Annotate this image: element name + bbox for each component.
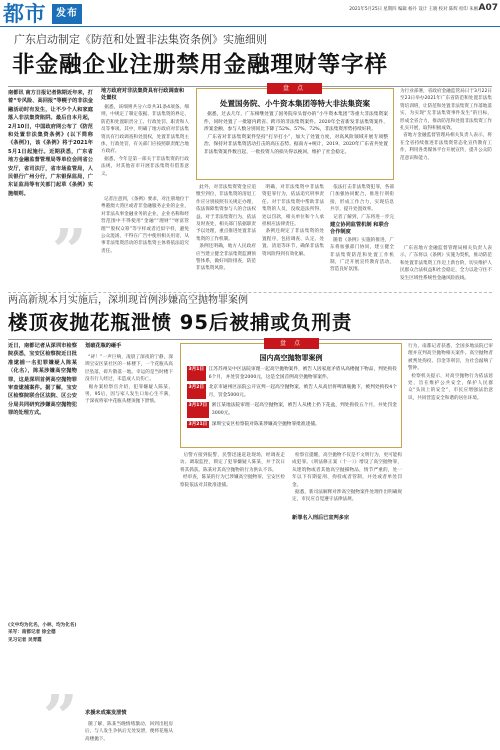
story1-lede: 南都讯 南方日报记者陈期近年来，打着“专风险、高回报”等幌子的非法金融活动时有发生，让不少个人和家庭落入非法集资陷阱。最后自本月起，2月10日，中国政府网公布了《防范和处置非法集资条例》(以下简称《条例》)，该《条例》将于2021年5月1日起施行。近期获悉，广东省地方金融监督管理局等单位会同省公安厅，省司法厅，省市场监管局，人民银行广州分行，广东银保监局，广东证监局等有关部门起草《条例》实施细则。 bbox=[8, 90, 93, 197]
case-date: 3月21日 bbox=[188, 421, 208, 427]
story2-box bbox=[180, 340, 402, 448]
story1-col2-subtitle: 地方政府对非法集资具有行政调查和处置权 bbox=[101, 88, 185, 102]
story1-bottom-col2: 明确，对非法集资中非法集资犯罪行为，依法追究刑事责任。对于非法集资中帮助非法集资的人员，没收违法所得，处以罚款，相关单位和个人承担相应法律责任。 条例还规定了非法集资的处置程序，包括调查、认定、处置、清退等环节，确保非法集资风险得到有效化解。 bbox=[262, 185, 324, 257]
header-rule bbox=[0, 26, 500, 27]
story1-bottom-col1: 此外，对非法集资资金应追缴至到位，非法集资的清退工作应分别按照有关规定办理，依法保障集资参与人的合法权益。对于非法集资行为，依法及时查处，相关部门依据职责予以处理，重点推进处置非法集资的工作机制。 条例还明确，地方人民政府应当建立健全非法集资监测预警体系，做好风险排查，防范非法集资风险。 bbox=[196, 185, 256, 272]
story2-col4-text-top: 检察官提醒，高空抛物不仅是不文明行为，更可能构成犯罪。《刑法修正案（十一）》增设了高空抛物罪，从建筑物或者其他高空抛掷物品，情节严重的，处一年以下有期徒刑、拘役或者管制，并处或者单处罚金。 据悉，新司法解释对涉高空抛物案件处理作出明确规定，市民应自觉遵守法律法规。 bbox=[292, 453, 402, 503]
section-name: 都市 bbox=[3, 2, 46, 26]
story1-col2-text: 据悉，该细则共分六章共31条4项条。细则，中规定了制定依据、非法集资的界定、防范和处置职责分工、行政处罚、职责和人员等事项。其中，明确了地方政府对非法集资具有行政调查和处置权，处置非法集资主体，行政处罚，有关部门应按照职责配合地方政府。 据悉，今年是第一部关于非法集资的行政法规，对其他省市开展非法集资有借鉴意义。 bbox=[101, 105, 189, 177]
story1-kicker: 广东启动制定《防范和处置非法集资条例》实施细则 bbox=[14, 33, 267, 46]
story2-col2-tail-text: 随了解，陈某当晚情绪激动，回到出租房后，与人发生争执后无处发泄，便将花瓶从高楼抛下。 bbox=[85, 722, 173, 742]
case-item bbox=[187, 421, 397, 429]
case-item bbox=[187, 366, 397, 381]
story1-box bbox=[196, 85, 394, 180]
case-item bbox=[187, 384, 397, 399]
story2-col3-text: 后警方接到报警，民警迅速赶赴现场，经调查走访、调取监控，锁定了犯罪嫌疑人陈某，并于次日将其抓获。陈某对其高空抛物的行为供认不讳。 经审查，陈某的行为已涉嫌高空抛物罪，宝安区检察院依法对其批准逮捕。 bbox=[180, 453, 285, 488]
case-text: 江苏苏州吴中区法院审理一起高空抛物案件，被告人因家庭矛盾从高楼抛下物品，判处拘役6个月，并处罚金2000元，这是全国首例高空抛物罪案件。 bbox=[208, 367, 397, 380]
story1-bottom-col3-text2: 随着《条例》实施的推进，广东将加强部门协同，建立健全非法集资防范和处置工作机制，广泛开展宣传教育活动，营造良好氛围。 bbox=[330, 237, 394, 273]
story1-box-text: 据悉，过去几年，广东相继处置了国务院牵头督办的“小牛资本集团”等重大非法集资案件，同时处置了一批辖内跨省、跨市的非法集资案件。2020年全省新发非法集资案件、涉案金额、参与人数分别同比下降了52%、57%、72%，非法集资形势持续好转。 广东省对非法集资案件坚持“打早打小”，加大了处置力度，对高风险领域开展专项整治，保持对非法集资活动打击的高压态势。据南方+统计，2019、2020年广东省共处置非法集资案件数百起，一批投资人的损失得以挽回，维护了社会稳定。 bbox=[204, 112, 389, 155]
story1-box-title: 处置国务院、小牛资本集团等特大非法集资案 bbox=[220, 99, 370, 108]
case-date: 3月2日 bbox=[187, 384, 206, 399]
page-number: A07 bbox=[478, 3, 498, 13]
case-list bbox=[187, 366, 397, 428]
story2-col5-text: 行为，南都记者获悉，全国多地法院已审理并宣判高空抛物相关案件。高空抛物者被判处拘役、罚金等刑罚，为社会敲响了警钟。 检察机关提示，对高空抛物行为依法惩处，旨在维护公共安全，保护人民群众“头顶上的安全”，市民应增强法治意识，共同营造安全和谐的居住环境。 bbox=[408, 344, 493, 401]
quote-mark-icon-2: ” bbox=[43, 683, 78, 750]
story1-bottom-col3-subtitle: 建立协同监管机制 和联合合作制度 bbox=[330, 222, 389, 236]
section-logo bbox=[3, 3, 83, 25]
story2-byline: (文中均为化名，小林，均为化名) 采写：南都记者 徐全德 见习记者 吴青霞 bbox=[8, 623, 77, 643]
story2-rule bbox=[8, 339, 492, 340]
case-date: 3月1日 bbox=[187, 366, 206, 381]
story1-col3-text: 记者注意到，《条例》要求，对注册地位于粤港澳大湾区或者非金融服务企业的企业，对非法从事金融业务的企业，企业名称和经营范围中不得使用“金融”“理财”“财富管理”“股权众筹”等字样或者近似字样，避免公众混淆，不得在广告中使用相关用语，从事非法集资活动的非法集资主体将依法追究责任。 bbox=[101, 197, 189, 254]
story1-rule bbox=[8, 86, 492, 87]
story2-col2-text: “砰！”一声巨响，凌晨了深夜的宁静，深圳宝安区某社区的一栋楼下，一个花瓶从高层坠落，碎片散落一地。幸运的是当时楼下没有行人经过，未造成人员伤亡。 据办案检察官介绍，犯罪嫌疑人陈某，男，95后，因与家人发生口角心生不满，于深夜将家中花瓶从楼顶抛下泄愤。 bbox=[85, 355, 173, 405]
story1-bottom-col3-text: 依法打击非法集资犯罪，各部门加强协同配合，推进行刑衔接，形成工作合力，实现信息共享，提升处置效率。 记者了解到，广东将进一步完 bbox=[330, 185, 394, 220]
story2-kicker: 两高新规本月实施后，深圳现首例涉嫌高空抛物罪案例 bbox=[8, 295, 248, 306]
case-date: 3月17日 bbox=[187, 402, 209, 417]
case-item bbox=[187, 402, 397, 417]
story1-col4-text: 为行业部署，省政府金融监管局日于3月22日至23日举办2021年广东省防范和处置非法集资培训班，让防范和处置非法集资工作落地落实，为实现“无非法集资事件发生”的目标，形成全省合力，推动防范和处置非法集资工作扎实开展，取得积极成效。 省地方金融监督管理局相关负责人表示，将在全省持续推进非法集资常态化宣传教育工作，利用各类媒体平台开展宣传，提升公众防范意识和能力。 bbox=[400, 89, 492, 161]
story2-col4-subtitle: 新罪名入刑后已宣判多宗 bbox=[292, 515, 350, 521]
story2-col4 bbox=[292, 452, 402, 748]
case-text: 浙江某地法院审理一起高空抛物案，被告人从楼上扔下花盆，判处拘役五个月，并处罚金3000元。 bbox=[211, 403, 397, 416]
quote-mark-icon: ” bbox=[52, 217, 87, 287]
story2-col2-subtitle: 划破花瓶的砸手 bbox=[85, 343, 122, 349]
issue-meta: 2021年5月25日 星期四 编辑 杨丹 设计 王晓 校对 陈辉 检印 朱刚 bbox=[349, 7, 478, 12]
case-text: 北京市通州区法院公开宣判一起高空抛物案，被告人从高层将啤酒瓶抛下，被判处拘役4个月，罚金5000元。 bbox=[208, 385, 397, 398]
story1-bottom-col3 bbox=[330, 184, 394, 289]
page-header bbox=[0, 0, 500, 27]
story1-bottom-col4: 广东省地方金融监督管理局相关负责人表示，广东将以《条例》实施为契机，推动防范和处置非法集资工作迈上新台阶，切实维护人民群众合法权益和社会稳定，全力以赴守住不发生区域性系统性金融风险底线。 bbox=[400, 246, 492, 281]
case-text: 深圳宝安区检察院对陈某涉嫌高空抛物罪批准逮捕。 bbox=[211, 421, 320, 427]
story2-headline: 楼顶夜抛花瓶泄愤 95后被捕或负刑责 bbox=[8, 311, 353, 334]
story2-col2-tail-title: 求援未成案发泄愤 bbox=[85, 710, 127, 716]
story1-headline: 非金融企业注册禁用金融理财等字样 bbox=[12, 52, 389, 78]
story2-lede: 近日，南都记者从深圳市检察院获悉，宝安区检察院近日批准逮捕一名犯罪嫌疑人陈某（化名），陈某涉嫌高空抛物罪，这是深圳首例高空抛物罪审查逮捕案件。据了解，宝安区检察院联合区法院、区公安分局共同研究涉嫌高空抛物犯罪的处理方式。 bbox=[8, 343, 77, 417]
section-tag: 发布 bbox=[52, 4, 82, 24]
story1-box-badge: 盘 点 bbox=[267, 83, 322, 94]
story2-box-badge: 盘 点 bbox=[264, 338, 319, 349]
story-separator bbox=[8, 292, 492, 293]
story2-box-title: 国内高空抛物罪案例 bbox=[259, 354, 323, 362]
